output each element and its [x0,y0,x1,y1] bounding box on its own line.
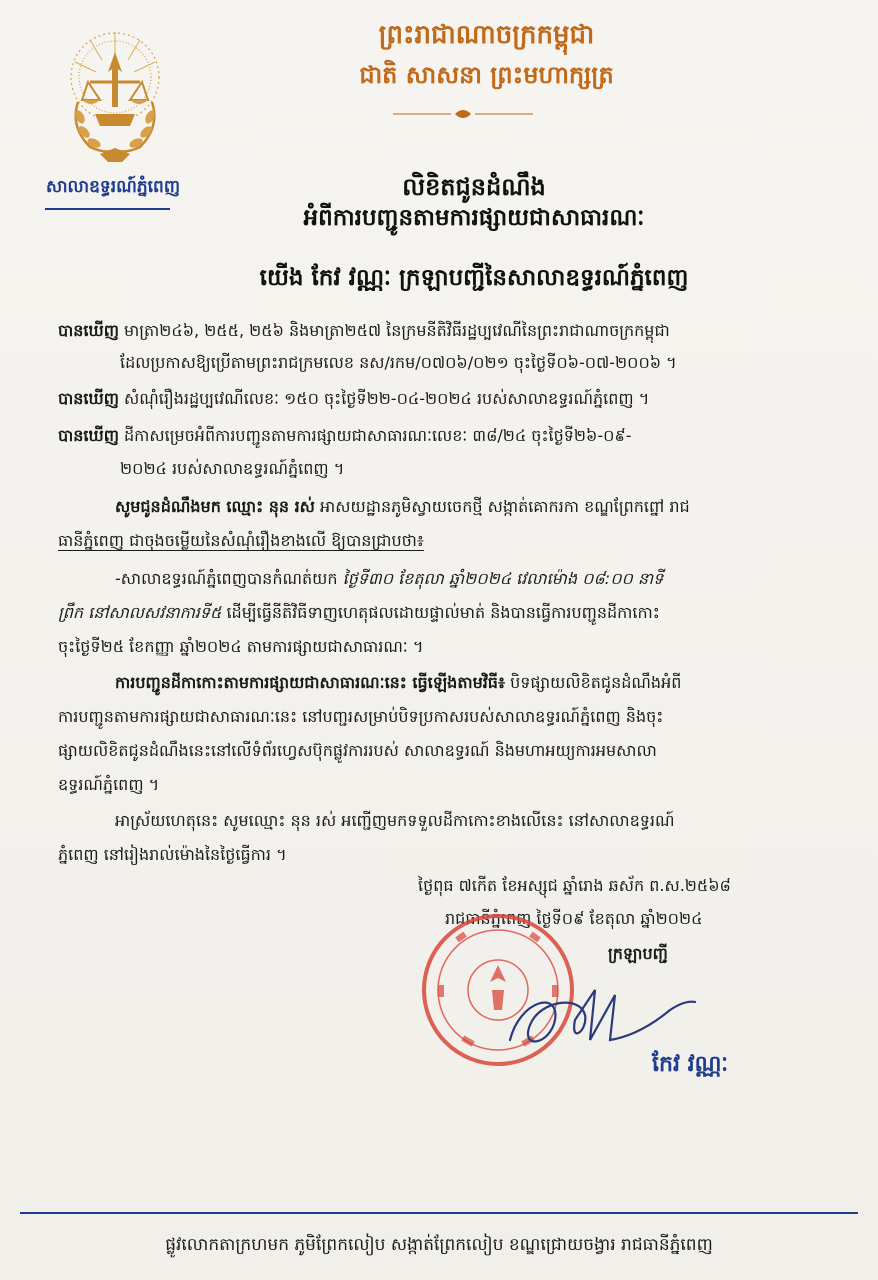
addressee-name: សូមជូនដំណឹងមក ឈ្មោះ នុន រស់ [115,497,315,516]
body-line-3 [58,388,649,410]
court-name: សាលាឧទ្ធរណ៍ភ្នំពេញ [45,177,181,197]
body-text: -សាលាឧទ្ធរណ៍ភ្នំពេញបានកំណត់យក [115,569,343,588]
body-line-1 [58,320,670,342]
para2-line-3: ចុះថ្ងៃទី២៥ ខែកញ្ញា ឆ្នាំ២០២៤ តាមការផ្សាយជាសាធារណៈ ។ [58,637,424,656]
solar-date: រាជធានីភ្នំពេញ ថ្ងៃទី០៩ ខែតុលា ឆ្នាំ២០២៤ [445,909,703,928]
hearing-room: ព្រឹក នៅសាលសវនាការទី៥ [58,603,222,622]
footer-address: ផ្លូវលោកតាក្រហមក ភូមិព្រែកលៀប សង្កាត់ព្រែកលៀប ខណ្ឌជ្រោយចង្វារ រាជធានីភ្នំពេញ [165,1235,713,1255]
seen-label: បានឃើញ [58,426,119,445]
para1-line-2 [58,530,424,552]
para3-line-2: ការបញ្ជូនតាមការផ្សាយជាសាធារណៈនេះ នៅបញ្ជរសម្រាប់បិទប្រកាសរបស់សាលាឧទ្ធរណ៍ភ្នំពេញ និងចុះ [58,707,664,726]
body-text: ដីកាសម្រេចអំពីការបញ្ជូនតាមការផ្សាយជាសាធារណៈលេខៈ ៣៨/២៤ ចុះថ្ងៃទី២៦-០៩- [118,426,632,445]
hearing-datetime: ថ្ងៃទី៣០ ខែតុលា ឆ្នាំ២០២៤ វេលាម៉ោង ០៨:០០ នាទី [342,569,664,588]
body-line-2: ដែលប្រកាសឱ្យប្រើតាមព្រះរាជក្រមលេខ នស/រកម/០៧០៦/០២១ ចុះថ្ងៃទី០៦-០៧-២០០៦ ។ [120,353,677,372]
para2-line-2 [58,602,660,624]
kingdom-heading: ព្រះរាជាណាចក្រកម្ពុជា [378,20,595,50]
signer-position: ក្រឡាបញ្ជី [608,944,668,963]
body-text: មាត្រា២៤៦, ២៥៥, ២៥៦ និងមាត្រា២៥៧ នៃក្រមនីតិវិធីរដ្ឋប្បវេណីនៃព្រះរាជាណាចក្រកម្ពុជា [118,321,670,340]
body-text: បិទផ្សាយលិខិតជូនដំណឹងអំពី [504,673,682,692]
issuer-line: យើង កែវ វណ្ណៈ ក្រឡាបញ្ជីនៃសាលាឧទ្ធរណ៍ភ្នំពេញ [259,265,689,291]
para1-line-1 [115,496,690,518]
handwritten-signature [500,980,700,1060]
body-line-5: ២០២៤ របស់សាលាឧទ្ធរណ៍ភ្នំពេញ ។ [120,459,345,478]
national-motto: ជាតិ សាសនា ព្រះមហាក្សត្រ [359,61,614,89]
para2-line-1 [115,568,663,590]
seen-label: បានឃើញ [58,389,119,408]
para3-line-3: ផ្សាយលិខិតជូនដំណឹងនេះនៅលើទំព័រហ្វេសប៊ុកផ្លូវការរបស់ សាលាឧទ្ធរណ៍ និងមហាអយ្យការអមសាលា [58,741,657,760]
footer-rule [20,1212,858,1214]
para3-line-4: ឧទ្ធរណ៍ភ្នំពេញ ។ [58,775,160,794]
body-text: អាសយដ្ឋានភូមិស្វាយចេកថ្មី សង្កាត់គោករកា ខណ្ឌព្រែកព្នៅ រាជ [314,497,690,516]
signer-name: កែវ វណ្ណៈ [652,1052,729,1077]
body-text: សំណុំរឿងរដ្ឋប្បវេណីលេខៈ ១៥០ ចុះថ្ងៃទី២២-០៤-២០២៤ របស់សាលាឧទ្ធរណ៍ភ្នំពេញ ។ [118,389,650,408]
body-text: ធានីភ្នំពេញ ជាចុងចម្លើយនៃសំណុំរឿងខាងលើ ឱ្យបានជ្រាបថា៖ [58,531,424,550]
para3-line-1 [115,672,681,694]
motto-ornament-icon [393,106,533,122]
body-line-4 [58,425,632,447]
method-heading: ការបញ្ជូនដីកាកោះតាមការផ្សាយជាសាធារណៈនេះ ធ្វើឡើងតាមវិធី៖ [115,673,505,692]
para4-line-1: អាស្រ័យហេតុនេះ សូមឈ្មោះ នុន រស់ អញ្ជើញមកទទួលដីកាកោះខាងលើនេះ នៅសាលាឧទ្ធរណ៍ [115,811,675,830]
body-text: ដើម្បីធ្វើនីតិវិធីទាញហេតុផលដោយផ្ទាល់មាត់ និងបានធ្វើការបញ្ជូនដីកាកោះ [221,603,660,622]
notice-subtitle: អំពីការបញ្ជូនតាមការផ្សាយជាសាធារណៈ [303,205,645,231]
para4-line-2: ភ្នំពេញ នៅរៀងរាល់ម៉ោងនៃថ្ងៃធ្វើការ ។ [58,845,287,864]
notice-title: លិខិតជូនដំណឹង [402,173,546,201]
lunar-date: ថ្ងៃពុធ ៧កើត ខែអស្សុជ ឆ្នាំរោង ឆស័ក ព.ស.២៥៦៨ [418,876,731,895]
seen-label: បានឃើញ [58,321,119,340]
